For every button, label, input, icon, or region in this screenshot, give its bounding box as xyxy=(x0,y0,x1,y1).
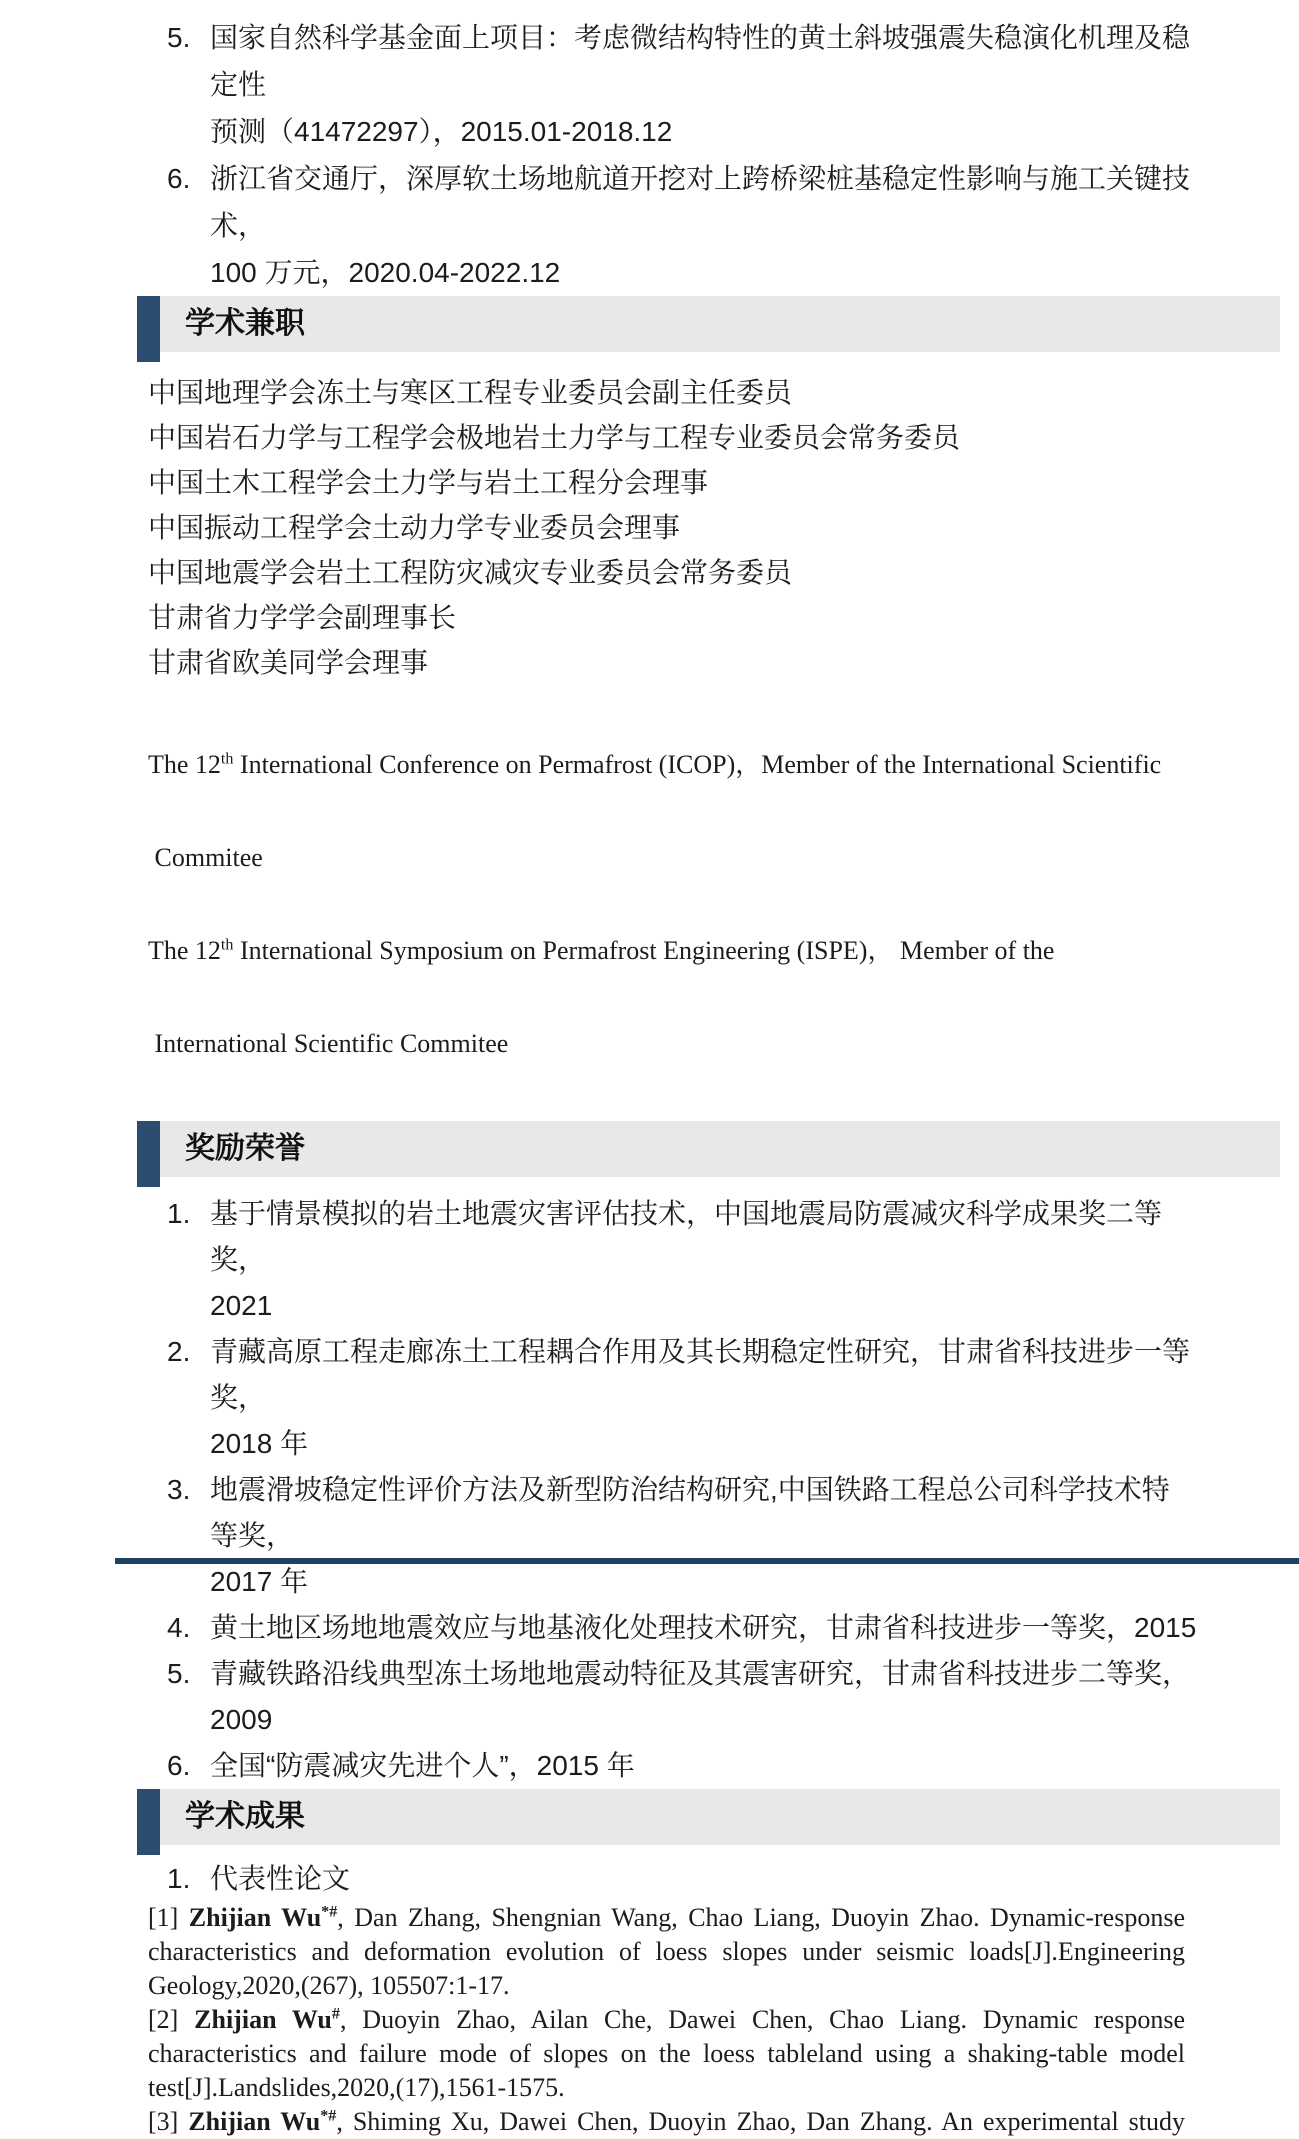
project-item xyxy=(167,155,1197,296)
subsection-item xyxy=(167,1859,1197,1899)
reference-text: , Duoyin Zhao, Ailan Che, Dawei Chen, Chao Liang. Dynamic response xyxy=(339,2005,1185,2034)
list-number: 1. xyxy=(167,1863,191,1894)
project-line: 100 万元，2020.04-2022.12 xyxy=(210,257,561,288)
reference-text: , Dan Zhang, Shengnian Wang, Chao Liang, Duoyin Zhao. Dynamic-response xyxy=(337,1903,1185,1932)
intl-text: International Scientific Commitee xyxy=(148,1029,509,1058)
section-header-achievements xyxy=(137,1789,1280,1845)
award-line: 基于情景模拟的岩土地震灾害评估技术，中国地震局防震减灾科学成果奖二等奖， xyxy=(210,1198,1163,1275)
intl-text: The 12 xyxy=(148,936,221,965)
reference-text: , Shiming Xu, Dawei Chen, Duoyin Zhao, Dan Zhang. An experimental study xyxy=(336,2107,1186,2136)
international-appointments xyxy=(148,687,1299,1121)
appointments-list xyxy=(148,370,1299,685)
intl-line xyxy=(148,749,1299,780)
award-item-body xyxy=(210,1329,1197,1467)
list-number: 6. xyxy=(167,1750,191,1781)
list-number: 1. xyxy=(167,1198,191,1229)
list-number: 5. xyxy=(167,22,191,53)
reference-line: Geology,2020,(267), 105507:1-17. xyxy=(148,1971,510,2000)
author-mark-superscript: *# xyxy=(321,1903,338,1921)
section-title: 学术成果 xyxy=(185,1800,305,1833)
reference-author: Zhijian Wu xyxy=(188,2107,321,2136)
project-item-body xyxy=(210,14,1197,155)
award-line: 青藏高原工程走廊冻土工程耦合作用及其长期稳定性研究，甘肃省科技进步一等奖， xyxy=(210,1336,1191,1413)
appointment-line: 中国土木工程学会土力学与岩土工程分会理事 xyxy=(148,467,709,498)
award-item xyxy=(167,1329,1197,1467)
ordinal-superscript: th xyxy=(220,750,234,768)
appointment-line: 甘肃省力学学会副理事长 xyxy=(148,602,457,633)
list-number: 4. xyxy=(167,1612,191,1643)
appointment-line: 中国岩石力学与工程学会极地岩土力学与工程专业委员会常务委员 xyxy=(148,422,961,453)
intl-text: International Conference on Permafrost (ICOP)，Member of the International Scientific xyxy=(233,750,1162,779)
award-item-body xyxy=(210,1743,1197,1789)
reference-prefix: [1] xyxy=(148,1903,189,1932)
awards-list xyxy=(167,1191,1197,1789)
intl-text: International Symposium on Permafrost Engineering (ISPE)， Member of the xyxy=(233,936,1055,965)
references-list xyxy=(148,1901,1185,2139)
project-item-body xyxy=(210,155,1197,296)
author-mark-superscript: *# xyxy=(320,2107,337,2125)
award-item xyxy=(167,1191,1197,1329)
award-line: 地震滑坡稳定性评价方法及新型防治结构研究,中国铁路工程总公司科学技术特等奖， xyxy=(210,1474,1170,1551)
reference-author: Zhijian Wu xyxy=(194,2005,332,2034)
achievements-subsection xyxy=(167,1859,1197,1899)
project-line: 国家自然科学基金面上项目：考虑微结构特性的黄土斜坡强震失稳演化机理及稳定性 xyxy=(210,22,1191,100)
appointment-line: 中国振动工程学会土动力学专业委员会理事 xyxy=(148,512,681,543)
author-mark-superscript: # xyxy=(331,2005,340,2023)
appointment-line: 中国地理学会冻土与寒区工程专业委员会副主任委员 xyxy=(148,377,793,408)
section-header-appointments xyxy=(137,296,1280,352)
award-line: 2017 年 xyxy=(210,1566,309,1597)
reference-author: Zhijian Wu xyxy=(188,1903,322,1932)
bottom-accent-bar xyxy=(115,1558,1299,1564)
award-line: 全国“防震减灾先进个人”，2015 年 xyxy=(210,1750,635,1781)
award-item-body xyxy=(210,1605,1197,1651)
projects-list xyxy=(167,14,1197,296)
award-line: 青藏铁路沿线典型冻土场地地震动特征及其震害研究，甘肃省科技进步二等奖，2009 xyxy=(210,1658,1191,1735)
intl-text: Commitee xyxy=(148,843,263,872)
award-item xyxy=(167,1605,1197,1651)
section-accent-bar xyxy=(137,296,160,362)
reference-prefix: [2] xyxy=(148,2005,195,2034)
intl-text: The 12 xyxy=(148,750,221,779)
appointment-line: 中国地震学会岩土工程防灾减灾专业委员会常务委员 xyxy=(148,557,793,588)
award-item xyxy=(167,1651,1197,1743)
award-item xyxy=(167,1467,1197,1605)
list-number: 6. xyxy=(167,163,191,194)
award-item xyxy=(167,1743,1197,1789)
project-line: 预测（41472297），2015.01-2018.12 xyxy=(210,116,673,147)
section-accent-bar xyxy=(137,1121,160,1187)
list-number: 3. xyxy=(167,1474,191,1505)
list-number: 5. xyxy=(167,1658,191,1689)
reference-line xyxy=(148,2105,1185,2139)
award-item-body xyxy=(210,1651,1197,1743)
award-item-body xyxy=(210,1191,1197,1329)
section-accent-bar xyxy=(137,1789,160,1855)
intl-line xyxy=(148,935,1299,966)
project-line: 浙江省交通厅，深厚软土场地航道开挖对上跨桥梁桩基稳定性影响与施工关键技术， xyxy=(210,163,1191,241)
project-item xyxy=(167,14,1197,155)
reference-line: test[J].Landslides,2020,(17),1561-1575. xyxy=(148,2073,565,2102)
reference-line xyxy=(148,2003,1185,2037)
intl-line xyxy=(148,842,1299,873)
section-header-awards xyxy=(137,1121,1280,1177)
appointment-line: 甘肃省欧美同学会理事 xyxy=(148,647,429,678)
intl-line xyxy=(148,1028,1299,1059)
section-title: 奖励荣誉 xyxy=(185,1132,305,1165)
award-line: 2021 xyxy=(210,1290,273,1321)
section-title: 学术兼职 xyxy=(185,307,305,340)
award-line: 2018 年 xyxy=(210,1428,309,1459)
list-number: 2. xyxy=(167,1336,191,1367)
award-item-body xyxy=(210,1467,1197,1605)
reference-line xyxy=(148,1901,1185,1935)
cv-page xyxy=(0,14,1299,2136)
award-line: 黄土地区场地地震效应与地基液化处理技术研究，甘肃省科技进步一等奖，2015 xyxy=(210,1612,1197,1643)
reference-line: characteristics and deformation evolution of loess slopes under seismic loads[J].Engineering xyxy=(148,1937,1185,1966)
reference-prefix: [3] xyxy=(148,2107,189,2136)
subsection-label: 代表性论文 xyxy=(210,1863,351,1894)
reference-line: characteristics and failure mode of slopes on the loess tableland using a shaking-table model xyxy=(148,2039,1185,2068)
ordinal-superscript: th xyxy=(220,936,234,954)
